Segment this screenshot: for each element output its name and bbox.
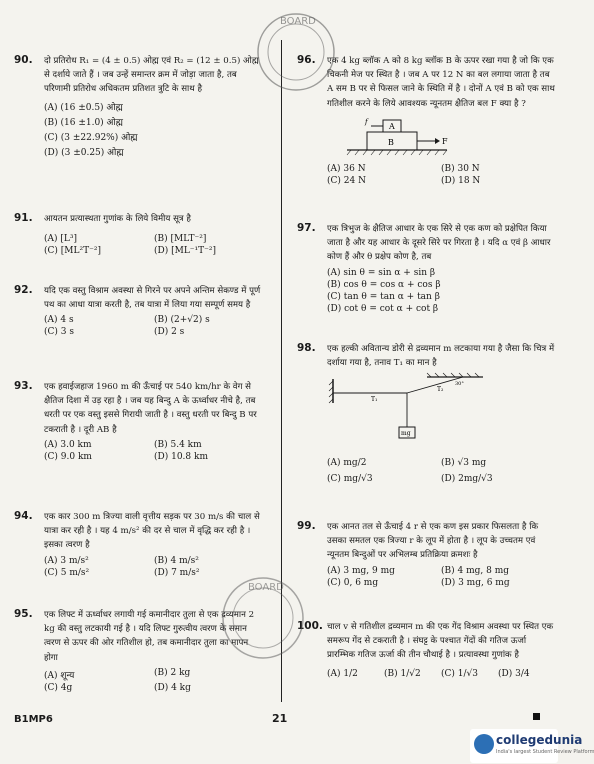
option-b[interactable]: (B) 1/√2 — [384, 668, 421, 679]
force-big-label: F — [442, 136, 448, 146]
option-d[interactable]: (D) 7 m/s² — [154, 567, 200, 578]
option-b[interactable]: (B) (2+√2) s — [154, 315, 210, 326]
option-a[interactable]: (A) 1/2 — [327, 668, 358, 679]
option-c[interactable]: (C) 0, 6 mg — [327, 577, 379, 588]
options — [327, 566, 555, 588]
option-a[interactable]: (A) sin θ = sin α + sin β — [327, 267, 436, 278]
option-b[interactable]: (B) [MLT⁻²] — [154, 234, 207, 245]
option-d[interactable]: (D) [ML⁻¹T⁻²] — [154, 246, 217, 257]
question-number: 94. — [14, 510, 33, 522]
force-small-label: f — [365, 117, 368, 126]
blocks-figure — [327, 114, 555, 164]
option-a[interactable]: (A) (16 ±0.5) ओह्म — [44, 102, 123, 113]
option-c[interactable]: (C) [ML²T⁻²] — [44, 246, 101, 257]
option-c[interactable]: (C) 1/√3 — [441, 668, 478, 679]
corner-mark — [533, 713, 540, 720]
option-a[interactable]: (A) 4 s — [44, 315, 74, 326]
option-a[interactable]: (A) 3 m/s² — [44, 555, 89, 566]
options — [44, 100, 264, 158]
option-b[interactable]: (B) 4 m/s² — [154, 555, 199, 566]
question-text: दो प्रतिरोध R₁ = (4 ± 0.5) ओह्म एवं R₂ = (12 ± 0.5) ओह्म से दर्शाये जाते हैं । जब उन्हें समान्तर क्रम में जोड़ा जाता है, तब परिणामी प्रतिरोध अधिकतम प्रतिशत त्रुटि के साथ है — [44, 56, 259, 95]
option-a[interactable]: (A) शून्य — [44, 670, 75, 681]
question-text: एक कार 300 m त्रिज्या वाली वृत्तीय सड़क पर 30 m/s की चाल से यात्रा कर रही है । यह 4 m/s² की दर से चाल में वृद्धि कर रही है । इसका त्वरण है — [44, 512, 260, 551]
question-text: एक हल्की अवितान्य डोरी से द्रव्यमान m लटकाया गया है जैसा कि चित्र में दर्शाया गया है, तनाव T₁ का मान है — [327, 344, 555, 369]
option-a[interactable]: (A) [L³] — [44, 234, 77, 245]
question-94 — [14, 510, 264, 578]
option-c[interactable]: (C) 9.0 km — [44, 451, 92, 462]
option-b[interactable]: (B) 2 kg — [154, 667, 191, 678]
option-a[interactable]: (A) 3.0 km — [44, 439, 92, 450]
tension-figure — [327, 373, 555, 455]
options — [327, 669, 555, 679]
option-c[interactable]: (C) mg/√3 — [327, 474, 373, 485]
question-95 — [14, 608, 264, 693]
options — [327, 268, 555, 314]
option-b[interactable]: (B) cos θ = cos α + cos β — [327, 279, 441, 290]
options — [44, 234, 264, 256]
option-c[interactable]: (C) tan θ = tan α + tan β — [327, 291, 440, 302]
option-d[interactable]: (D) 2mg/√3 — [441, 474, 493, 485]
option-b[interactable]: (B) 5.4 km — [154, 439, 202, 450]
collegedunia-logo[interactable] — [470, 729, 594, 763]
question-number: 98. — [297, 342, 316, 354]
block-a-label: A — [389, 121, 395, 131]
options — [44, 668, 264, 693]
option-d[interactable]: (D) (3 ±0.25) ओह्म — [44, 147, 124, 158]
option-d[interactable]: (D) cot θ = cot α + cot β — [327, 303, 439, 314]
question-text: एक हवाईजहाज 1960 m की ऊँचाई पर 540 km/hr के वेग से क्षैतिज दिशा में उड़ रहा है । जब यह बिन्दु A के ऊर्ध्वाधर नीचे है, तब धरती पर एक वस्तु इससे गिरायी जाती है । वस्तु धरती पर बिन्दु B पर टकराती है । दूरी AB है — [44, 382, 257, 435]
question-number: 96. — [297, 54, 316, 66]
option-b[interactable]: (B) √3 mg — [441, 458, 487, 469]
question-number: 97. — [297, 222, 316, 234]
question-number: 95. — [14, 608, 33, 620]
t2-label: T₂ — [437, 386, 444, 394]
question-text: आयतन प्रत्यास्थता गुणांक के लिये विमीय सूत्र है — [44, 214, 191, 224]
options — [44, 440, 264, 462]
option-d[interactable]: (D) 3/4 — [498, 668, 530, 679]
question-text: एक आनत तल से ऊँचाई 4 r से एक कण इस प्रकार फिसलता है कि उसका समतल एक त्रिज्या r के लूप में होता है । लूप के उच्चतम एवं न्यूनतम बिन्दुओं पर अभिलम्ब प्रतिक्रिया क्रमशः है — [327, 522, 539, 561]
option-a[interactable]: (A) mg/2 — [327, 458, 367, 469]
question-number: 99. — [297, 520, 316, 532]
question-92 — [14, 284, 264, 337]
option-b[interactable]: (B) 30 N — [441, 163, 480, 174]
question-text: एक लिफ्ट में ऊर्ध्वाधर लगायी गई कमानीदार तुला से एक द्रव्यमान 2 kg की वस्तु लटकायी गई है । यदि लिफ्ट गुरुत्वीय त्वरण के समान त्वरण से ऊपर की ओर गतिशील हो, तब कमानीदार तुला का मापन होगा — [44, 610, 255, 663]
question-93 — [14, 380, 264, 462]
question-96 — [297, 54, 555, 186]
question-90 — [14, 54, 264, 158]
question-text: चाल v से गतिशील द्रव्यमान m की एक गेंद विश्राम अवस्था पर स्थित एक समरूप गेंद से टकराती है । संघट्ट के पश्चात गेंदों की गतिज ऊर्जा प्रारम्भिक गतिज ऊर्जा की तीन चौथाई है । प्रत्यावस्था गुणांक है — [327, 622, 554, 661]
question-number: 90. — [14, 54, 33, 66]
option-d[interactable]: (D) 2 s — [154, 327, 185, 338]
question-99 — [297, 520, 555, 588]
block-b-label: B — [388, 137, 394, 147]
option-b[interactable]: (B) 4 mg, 8 mg — [441, 565, 509, 576]
question-100 — [297, 620, 555, 679]
option-c[interactable]: (C) 4g — [44, 682, 73, 693]
option-d[interactable]: (D) 4 kg — [154, 682, 191, 693]
options — [44, 315, 264, 337]
stamp-text: BOARD — [248, 582, 284, 593]
options — [327, 458, 555, 484]
question-text: एक त्रिभुज के क्षैतिज आधार के एक सिरे से एक कण को प्रक्षेपित किया जाता है और यह आधार के दूसरे सिरे पर गिरता है । यदि α एवं β आधार कोण हैं और θ प्रक्षेप कोण है, तब — [327, 224, 551, 263]
option-b[interactable]: (B) (16 ±1.0) ओह्म — [44, 117, 123, 128]
option-a[interactable]: (A) 36 N — [327, 163, 366, 174]
option-d[interactable]: (D) 3 mg, 6 mg — [441, 577, 510, 588]
option-a[interactable]: (A) 3 mg, 9 mg — [327, 565, 395, 576]
question-text: एक 4 kg ब्लॉक A को 8 kg ब्लॉक B के ऊपर रखा गया है जो कि एक चिकनी मेज पर स्थित है । जब A पर 12 N का बल लगाया जाता है तब A सम B पर से फिसल जाने के स्थिति में है । दोनों A एवं B को एक साथ गतिशील करने के लिये आवश्यक न्यूनतम क्षैतिज बल F क्या है ? — [327, 56, 555, 109]
question-text: यदि एक वस्तु विश्राम अवस्था से गिरने पर अपने अन्तिम सेकण्ड में पूर्ण पथ का आधा यात्रा करती है, तब यात्रा में लिया गया सम्पूर्ण समय है — [44, 286, 261, 311]
question-number: 92. — [14, 284, 33, 296]
logo-tagline: India's largest Student Review Platform — [496, 749, 594, 755]
question-number: 93. — [14, 380, 33, 392]
question-91 — [14, 212, 264, 256]
option-c[interactable]: (C) 24 N — [327, 175, 366, 186]
question-97 — [297, 222, 555, 314]
mass-label: mg — [401, 430, 411, 438]
t1-label: T₁ — [371, 396, 378, 404]
page-number: 21 — [272, 712, 288, 725]
stamp-text: BOARD — [280, 16, 316, 27]
question-number: 100. — [297, 620, 323, 632]
question-number: 91. — [14, 212, 33, 224]
column-divider — [281, 40, 282, 702]
logo-name: collegedunia — [496, 733, 583, 747]
question-98 — [297, 342, 555, 484]
option-c[interactable]: (C) (3 ±22.92%) ओह्म — [44, 132, 138, 143]
option-c[interactable]: (C) 3 s — [44, 327, 74, 338]
angle-label: 30° — [455, 381, 464, 388]
options — [44, 556, 264, 578]
option-d[interactable]: (D) 18 N — [441, 175, 481, 186]
option-c[interactable]: (C) 5 m/s² — [44, 567, 90, 578]
option-d[interactable]: (D) 10.8 km — [154, 451, 208, 462]
paper-code: B1MP6 — [14, 714, 53, 725]
logo-mascot-icon — [474, 734, 494, 754]
options — [327, 164, 555, 186]
